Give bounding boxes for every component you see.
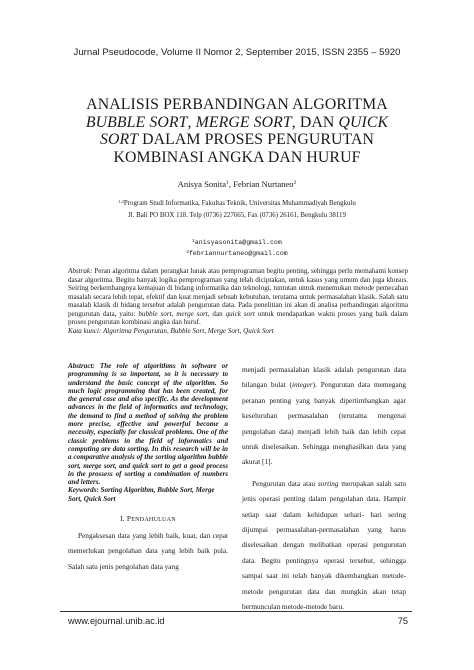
email-1-row [0, 237, 474, 248]
affiliation-sup: 1,2 [118, 199, 124, 204]
body-paragraph-3 [242, 476, 406, 615]
footer-url[interactable]: www.ejournal.unib.ac.id [68, 616, 165, 626]
body-paragraph-1: Pengaksesan data yang lebih baik, kuat, dan cepat memerlukan pengolahan data yang lebih baik pula. Salah satu jenis pengolahan data yang [68, 531, 228, 571]
body-paragraph-2 [242, 362, 406, 470]
abstrak-text-1: Peran algoritma dalam perangkat lunak atau pemprograman begitu penting, sehingga perlu memahami konsep dasar algoritma. Begitu banyak logika pemprograman yang telah diciptakan, untuk kasus yang umum dan juga khusus. Seiring berkembangnya kemajuan di bidang informatika dan teknologi, tuntutan untuk menemukan metode pemecahan masalah secara lebih tepat, efektif dan kuat menjadi sebuah kebutuhan, terutama untuk permasalahan klasik. Salah satu masalah klasik di bidang tersebut adalah pengurutan data. Pada penelitian ini akan di analisa perbandingan algoritma pengurutan data, yaitu: [68, 267, 408, 318]
email-2[interactable]: febriannurtaneo@gmail.com [188, 250, 288, 257]
paper-title [40, 96, 434, 166]
p2-text-a: menjadi permasalahan klasik adalah pengurutan data bilangan bulat ( [242, 365, 406, 390]
title-line-1: ANALISIS PERBANDINGAN ALGORITMA [86, 96, 388, 113]
page-number: 75 [397, 616, 408, 626]
abstrak-italic-1: bubble sort, merge sort, [138, 309, 210, 318]
kata-kunci: Kata kunci: Algoritma Pengurutan, Bubble Sort, Merge Sort, Quick Sort [68, 326, 274, 335]
title-sep-1: , [187, 113, 196, 131]
title-line-3-rest: DALAM PROSES PENGURUTAN [138, 131, 375, 149]
title-bubble-sort: BUBBLE SORT [85, 113, 188, 131]
p3-text-a: Pengurutan data atau [252, 478, 318, 488]
abstract-english: Abstract: The role of algorithms in software or programming is so important, so it is necessary to understand the basic concept of the algorithm. So much logic programming that has been created, for the general case and also specific. As the development advances in the field of informatics and technology, the demand to find a method of solving the problem more precise, effective and powerful become a necessity, especially for classical problems. One of the classic problems in the field of informatics and computing are data sorting. In this research will be in a comparative analysis of the sorting algorithm bubble sort, merge sort, and quick sort to get a good process in the prossess of sorting a combination of numbers and letters. [68, 362, 228, 487]
title-sep-2: , DAN [291, 113, 339, 131]
email-block [0, 237, 474, 259]
title-quick: QUICK [338, 113, 389, 131]
keywords: Keywords: Sorting Algorithm, Bubble Sort, Merge Sort, Quick Sort [68, 486, 215, 503]
author-1: Anisya Sonita [177, 179, 227, 189]
section-name: ENDAHULUAN [131, 517, 176, 524]
p3-italic: sorting [317, 478, 339, 488]
abstrak-text-3: untuk mendapatkan waktu proses yang baik dalam proses pengurutan kombinasi angka dan huruf. [68, 309, 408, 326]
section-number: I. P [120, 514, 132, 524]
p2-italic: integer [291, 380, 313, 390]
footer-divider [60, 611, 412, 612]
author-list [0, 179, 474, 189]
abstrak-label: Abstrak: [68, 267, 93, 275]
p3-text-b: merupakan salah satu jenis operasi penting dalam pengolahan data. Hampir setiap saat dalam kehidupan sehari- hari sering dijumpai permasalahan-permasalahan yang harus diselesaikan dengan melibatkan operasi pengurutan data. Begitu pentingnya operasi tersebut, sehingga sampai saat ini telah banyak dikembangkan metode-metode pengurutan data dan mungkin akan tetap bermunculan metode-metode baru. [242, 478, 406, 612]
journal-header: Jurnal Pseudocode, Volume II Nomor 2, September 2015, ISSN 2355 – 5920 [73, 47, 401, 58]
title-line-4: KOMBINASI ANGKA DAN HURUF [113, 148, 361, 166]
p2-text-b: ). Pengurutan data memegang peranan penting yang banyak dipertimbangkan agar keseluruhan permasalahan (terutama mengenai pengolahan data) menjadi lebih baik dan lebih cepat untuk diselesaikan. Sehingga menghasilkan data yang akurat [1]. [242, 380, 406, 467]
title-line-3 [40, 131, 434, 149]
affiliation-line-1 [0, 196, 474, 210]
author-2-sup: 2 [293, 180, 297, 186]
abstrak-block [68, 267, 408, 335]
email-2-sup: 2 [186, 250, 189, 255]
affiliation-text-1: Program Studi Informatika, Fakultas Teknik, Universitas Muhammadiyah Bengkulu [123, 200, 356, 207]
left-column [68, 362, 228, 574]
email-2-row [0, 248, 474, 259]
title-sort: SORT [99, 131, 139, 149]
title-merge-sort: MERGE SORT [195, 113, 292, 131]
title-line-2 [40, 114, 434, 132]
abstrak-text-2: dan [209, 309, 226, 318]
section-heading-pendahuluan [68, 514, 228, 523]
affiliation [0, 196, 474, 222]
affiliation-line-2: Jl. Bali PO BOX 118. Telp (0736) 227665, Fax (0736) 26161, Bengkulu 38119 [128, 212, 346, 219]
author-1-sup: 1 [226, 180, 229, 186]
right-column [242, 362, 406, 615]
email-1-sup: 1 [192, 239, 195, 244]
abstrak-italic-2: quick sort [225, 309, 255, 318]
author-2: , Febrian Nurtaneo [228, 179, 294, 189]
email-1[interactable]: anisyasonita@gmail.com [194, 239, 282, 246]
